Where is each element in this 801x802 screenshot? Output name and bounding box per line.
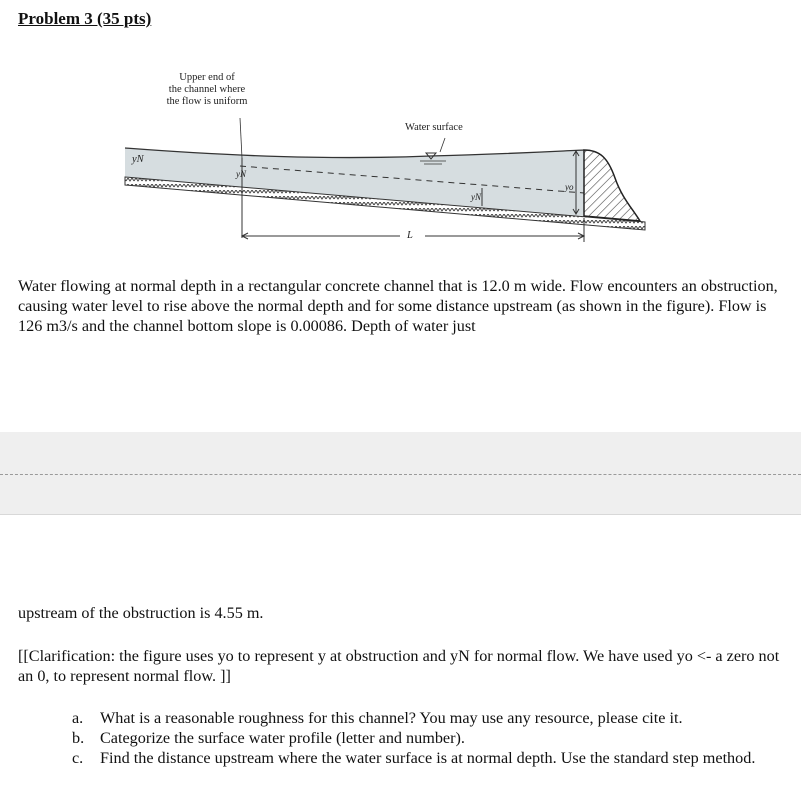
channel-figure <box>110 58 655 258</box>
problem-title: Problem 3 (35 pts) <box>18 9 152 28</box>
water-body <box>125 148 584 216</box>
question-letter: a. <box>72 709 84 727</box>
page-break-divider <box>0 474 801 475</box>
yN-right-label: yN <box>471 192 481 202</box>
intro-paragraph: Water flowing at normal depth in a rectangular concrete channel that is 12.0 m wide. Flow encounters an obstruction, causing water level to rise above the normal depth and for some distance upstream (as shown in the figure). Flow is 126 m3/s and the channel bottom slope is 0.00086. Depth of water just <box>18 277 778 335</box>
water-surface-label: Water surface <box>405 122 463 133</box>
continuation-paragraph: upstream of the obstruction is 4.55 m. <box>18 604 264 622</box>
question-text: Categorize the surface water profile (letter and number). <box>100 729 465 747</box>
clarification-paragraph: [[Clarification: the figure uses yo to represent y at obstruction and yN for normal flow. We have used yo <- a zero not an 0, to represent normal flow. ]] <box>18 647 780 685</box>
question-text: Find the distance upstream where the water surface is at normal depth. Use the standard step method. <box>100 749 756 767</box>
question-letter: b. <box>72 729 85 747</box>
question-item <box>72 728 787 748</box>
page-break-edge <box>0 514 801 515</box>
question-item <box>72 748 787 768</box>
page-break-band <box>0 432 801 514</box>
question-item <box>72 708 787 728</box>
yN-left-label: yN <box>132 154 144 165</box>
upper-end-label: Upper end of the channel where the flow is uniform <box>166 72 248 107</box>
L-label: L <box>407 230 413 241</box>
yN-mid-label: yN <box>236 169 246 179</box>
question-text: What is a reasonable roughness for this channel? You may use any resource, please cite it. <box>100 709 683 727</box>
yo-label: yo <box>565 182 574 192</box>
question-list <box>72 708 787 768</box>
obstruction <box>584 150 640 221</box>
question-letter: c. <box>72 749 84 767</box>
